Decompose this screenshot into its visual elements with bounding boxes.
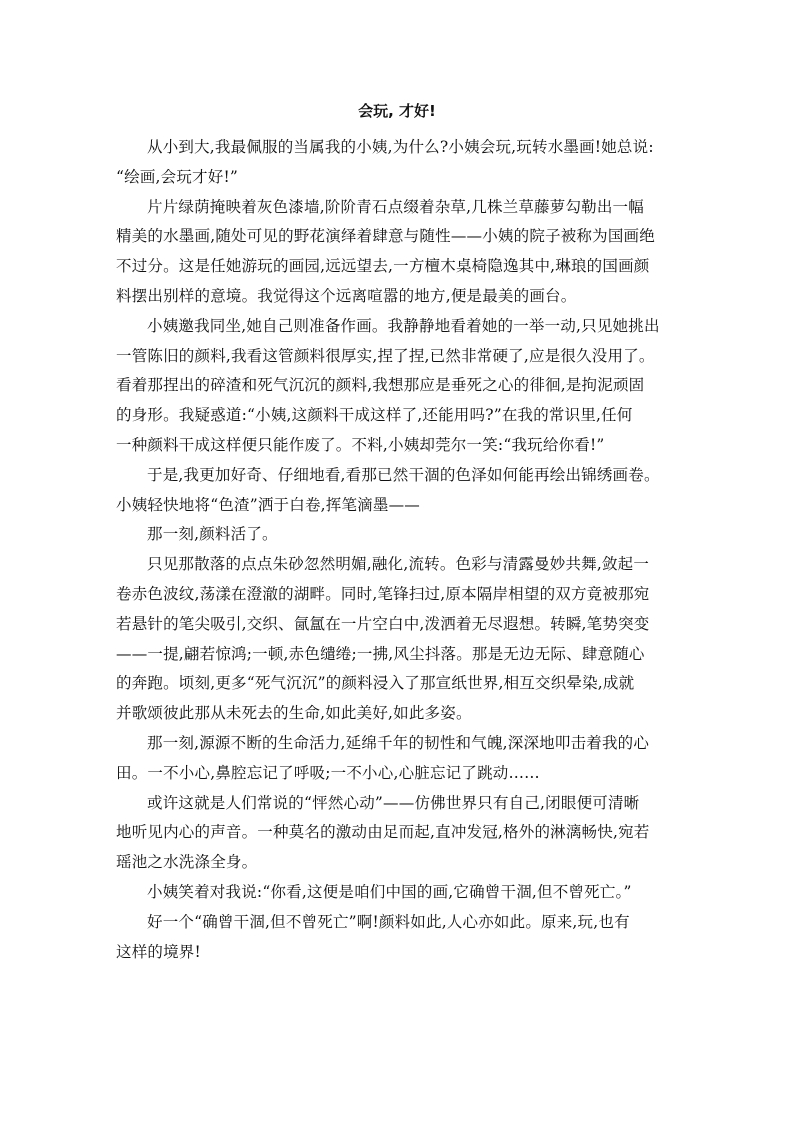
- paragraph-line: 小姨轻快地将“色渣”洒于白卷,挥笔滴墨——: [116, 495, 420, 514]
- paragraph-line: “绘画,会玩才好!”: [116, 167, 239, 186]
- paragraph-line: 片片绿荫掩映着灰色漆墙,阶阶青石点缀着杂草,几株兰草藤萝勾勒出一幅: [147, 197, 644, 216]
- paragraph-line: 卷赤色波纹,荡漾在澄澈的湖畔。同时,笔锋扫过,原本隔岸相望的双方竟被那宛: [116, 584, 650, 603]
- paragraph: [116, 312, 680, 461]
- paragraph: [116, 550, 680, 729]
- paragraph-line: 只见那散落的点点朱砂忽然明媚,融化,流转。色彩与清露曼妙共舞,敛起一: [147, 555, 650, 574]
- paragraph-line: 的奔跑。顷刻,更多“死气沉沉”的颜料浸入了那宣纸世界,相互交织晕染,成就: [116, 674, 635, 693]
- paragraph-line: 并歌颂彼此那从未死去的生命,如此美好,如此多姿。: [116, 704, 472, 723]
- paragraph-line: 料摆出别样的意境。我觉得这个远离喧嚣的地方,便是最美的画台。: [116, 286, 577, 305]
- paragraph-line: 这样的境界!: [116, 942, 201, 961]
- essay-title: 会玩, 才好!: [358, 102, 436, 120]
- paragraph-line: 小姨笑着对我说:“你看,这便是咱们中国的画,它确曾干涸,但不曾死亡。”: [147, 882, 632, 901]
- paragraph-line: 的身形。我疑惑道:“小姨,这颜料干成这样了,还能用吗?”在我的常识里,任何: [116, 406, 633, 425]
- paragraph: [116, 878, 680, 908]
- paragraph: [116, 789, 680, 878]
- paragraph-line: 一管陈旧的颜料,我看这管颜料很厚实,捏了捏,已然非常硬了,应是很久没用了。: [116, 346, 655, 365]
- essay-body: [116, 133, 680, 967]
- paragraph-line: 小姨邀我同坐,她自己则准备作画。我静静地看着她的一举一动,只见她挑出: [147, 316, 660, 335]
- paragraph-line: 精美的水墨画,随处可见的野花演绎着肆意与随性——小姨的院子被称为国画绝: [116, 227, 655, 246]
- paragraph-line: 瑶池之水洗涤全身。: [116, 853, 258, 872]
- paragraph-line: 好一个“确曾干涸,但不曾死亡”啊!颜料如此,人心亦如此。原来,玩,也有: [147, 912, 630, 931]
- paragraph-line: 那一刻,源源不断的生命活力,延绵千年的韧性和气魄,深深地叩击着我的心: [147, 733, 650, 752]
- paragraph-line: ——一提,翩若惊鸿;一顿,赤色缱绻;一拂,风尘抖落。那是无边无际、肆意随心: [116, 644, 645, 663]
- paragraph-line: 或许这就是人们常说的“怦然心动”——仿佛世界只有自己,闭眼便可清晰: [147, 793, 640, 812]
- paragraph: [116, 908, 680, 968]
- paragraph: [116, 461, 680, 521]
- paragraph: [116, 520, 680, 550]
- paragraph-line: 若悬针的笔尖吸引,交织、氤氲在一片空白中,泼洒着无尽遐想。转瞬,笔势突变: [116, 614, 650, 633]
- paragraph-line: 田。一不小心,鼻腔忘记了呼吸;一不小心,心脏忘记了跳动……: [116, 763, 540, 782]
- paragraph-line: 一种颜料干成这样便只能作废了。不料,小姨却莞尔一笑:“我玩给你看!”: [116, 435, 605, 454]
- paragraph-line: 地听见内心的声音。一种莫名的激动由足而起,直冲发冠,格外的淋漓畅快,宛若: [116, 823, 650, 842]
- paragraph-line: 不过分。这是任她游玩的画园,远远望去,一方檀木桌椅隐逸其中,琳琅的国画颜: [116, 257, 650, 276]
- paragraph-line: 于是,我更加好奇、仔细地看,看那已然干涸的色泽如何能再绘出锦绣画卷。: [147, 465, 660, 484]
- paragraph-line: 那一刻,颜料活了。: [147, 525, 278, 544]
- paragraph-line: 从小到大,我最佩服的当属我的小姨,为什么?小姨会玩,玩转水墨画!她总说:: [147, 138, 654, 156]
- paragraph: [116, 729, 680, 789]
- paragraph: [116, 193, 680, 312]
- paragraph: [116, 133, 680, 193]
- paragraph-line: 看着那捏出的碎渣和死气沉沉的颜料,我想那应是垂死之心的徘徊,是拘泥顽固: [116, 376, 645, 395]
